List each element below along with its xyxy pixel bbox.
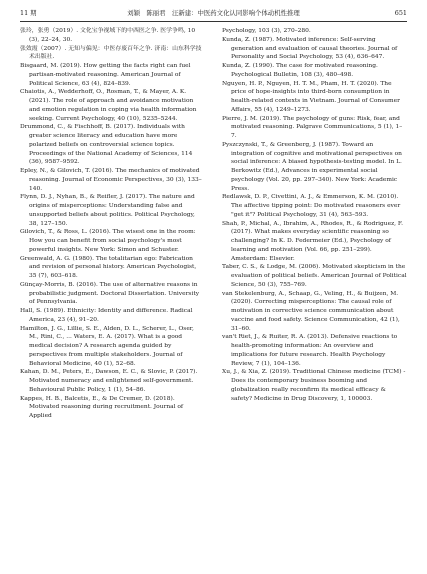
reference-item: Greenwald, A. G. (1980). The totalitarian ego: Fabrication and revision of personal history. American Psychologist, 35 (7), 603–618. <box>20 255 197 279</box>
reference-item: Psychology, 103 (3), 270–280. <box>222 28 311 34</box>
header-rule <box>20 21 407 22</box>
reference-item: Günçay-Morris, B. (2016). The use of alternative reasons in probabilistic judgment. Doctoral Dissertation. University of Pennsylvania. <box>20 281 200 306</box>
reference-item: Chaiotis, A., Wedderhoff, O., Rosman, T., & Mayer, A. K. (2021). The role of approach and avoidance motivation and emotion regulation in coping via health information seeking. Current Psychology, 40 (10), 5235–5244. <box>20 89 197 122</box>
reference-item: Kappes, H. B., Balcetis, E., & De Cremer, D. (2018). Motivated reasoning during recruitment. Journal of Applied <box>20 395 184 419</box>
reference-item: Hamilton, J. G., Lillie, S. E., Alden, D. L., Scherer, L., Oser, M., Rini, C., ... Waters, E. A. (2017). What is a good medical decision? A research agenda guided by perspectives from multiple stakeholders. Journal of Behavioral Medicine, 40 (1), 52–68. <box>20 325 194 367</box>
references-left-column <box>20 27 205 421</box>
issue-number: 11 期 <box>20 9 37 17</box>
reference-item: van Stekelenburg, A., Schaap, G., Veling, H., & Buijzen, M. (2020). Correcting misperceptions: The causal role of motivation in corrective science communication about vaccine and food safety. Science Communication, 42 (1), 31–60. <box>222 290 400 332</box>
reference-item: Epley, N., & Gilovich, T. (2016). The mechanics of motivated reasoning. Journal of Economic Perspectives, 30 (3), 133–140. <box>20 168 202 192</box>
reference-item: Redlawsk, D. P., Civettini, A. J., & Emmerson, K. M. (2010). The affective tipping point: Do motivated reasoners ever "get it"? Political Psychology, 31 (4), 563–593. <box>222 194 401 218</box>
page-number: 651 <box>394 9 407 17</box>
reference-item: 张效霞（2007）. 无知与偏见：中医存废百年之争. 济南：山东科学技术出版社. <box>20 45 202 61</box>
reference-item: Xu, J., & Xia, Z. (2019). Traditional Chinese medicine (TCM) -Does its contemporary business booming and globalization really reconfirm its medical efficacy & safety? Medicine in Drug Discovery, 1, 100003. <box>222 369 406 402</box>
reference-item: Shah, P., Michal, A., Ibrahim, A., Rhodes, R., & Rodriguez, F. (2017). What makes everyday scientific reasoning so challenging? In K. D. Federmeier (Ed.), Psychology of learning and motivation (Vol. 66, pp. 251–299). Amsterdam: Elsevier. <box>222 220 403 262</box>
reference-item: Kunda, Z. (1990). The case for motivated reasoning. Psychological Bulletin, 108 (3), 480–498. <box>222 63 378 78</box>
reference-item: Nguyen, H. P., Nguyen, H. T. M., Pham, H. T. (2020). The price of hope-insights into third-born consumption in health-related contexts in Vietnam. Journal of Consumer Affairs, 55 (4), 1249–1273. <box>222 80 400 113</box>
reference-item: Hall, S. (1989). Ethnicity: Identity and difference. Radical America, 23 (4), 91–20. <box>20 308 193 323</box>
running-title: 刘颖 陈丽君 汪新建：中医药文化认同影响个体动机性推理 <box>127 9 300 17</box>
reference-item: Drummond, C., & Fischhoff, B. (2017). Individuals with greater science literacy and education have more polarized beliefs on controversial science topics. Proceedings of the National Academy of Sciences, 114 (36), 9587–9592. <box>20 124 193 166</box>
page-header <box>20 6 407 20</box>
reference-item: Flynn, D. J., Nyhan, B., & Reifler, J. (2017). The nature and origins of misperceptions: Understanding false and unsupported beliefs about politics. Political Psychology, 38, 127–150. <box>20 194 195 227</box>
reference-item: Kunda, Z. (1987). Motivated inference: Self-serving generation and evaluation of causal theories. Journal of Personality and Social Psychology, 53 (4), 636–647. <box>222 36 398 61</box>
reference-item: Kahan, D. M., Peters, E., Dawson, E. C., & Slovic, P. (2017). Motivated numeracy and enlightened self-government. Behavioural Public Policy, 1 (1), 54–86. <box>20 369 198 393</box>
reference-item: Pyszczynski, T., & Greenberg, J. (1987). Toward an integration of cognitive and motivational perspectives on social inference: A biased hypothesis-testing model. In L. Berkowitz (Ed.), Advances in experimental social psychology (Vol. 20, pp. 297–340). New York: Academic Press. <box>222 141 402 192</box>
references-right-column <box>222 27 407 403</box>
reference-item: 张玲，张勇（2019）. 文化宝争视域下的中西医之争. 医学争鸣, 10 (3), 22–24, 30. <box>20 28 196 43</box>
reference-item: Gilovich, T., & Ross, L. (2016). The wisest one in the room: How you can benefit from social psychology's most powerful insights. New York: Simon and Schuster. <box>20 229 196 253</box>
reference-item: van't Riet, J., & Ruiter, R. A. (2013). Defensive reactions to health-promoting information: An overview and implications for future research. Health Psychology Review, 7 (1), 104–136. <box>222 334 398 367</box>
reference-item: Taber, C. S., & Lodge, M. (2006). Motivated skepticism in the evaluation of political beliefs. American Journal of Political Science, 50 (3), 755–769. <box>222 264 407 288</box>
reference-item: Pierre, J. M. (2019). The psychology of guns: Risk, fear, and motivated reasoning. Palgrave Communications, 5 (1), 1–7. <box>222 115 403 139</box>
reference-item: Bisgaard, M. (2019). How getting the facts right can fuel partisan-motivated reasoning. American Journal of Political Science, 63 (4), 824–839. <box>20 63 191 87</box>
